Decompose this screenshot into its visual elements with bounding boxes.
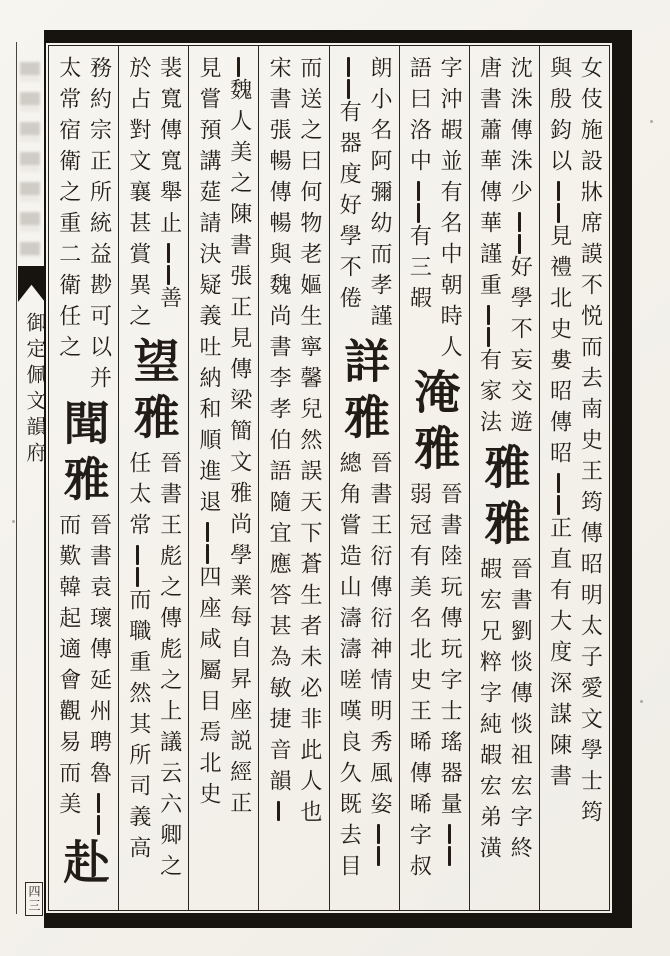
headword-placeholder-dash (487, 305, 490, 325)
spine-book-title: 御定佩文韻府 (23, 312, 47, 468)
headword-placeholder-dash (206, 522, 209, 542)
headword-placeholder-dash (136, 567, 139, 587)
quote-line-right: 魏人美之陳書張正見傳梁簡文雅尚學業每自昇座説經正 (228, 56, 251, 822)
scan-speck (12, 520, 15, 523)
headword-placeholder-dash (206, 544, 209, 564)
headword-placeholder-dash (557, 181, 560, 201)
quote-line-right: 晉書袁瓌傳延州聘魯 (87, 513, 110, 836)
text-column-5 (258, 46, 328, 910)
quote-line-left: 唐書蕭華傳華謹重有家法 (476, 56, 502, 441)
text-column-6 (188, 46, 258, 910)
headword-placeholder-dash (448, 846, 451, 866)
quote-pair (400, 482, 469, 885)
headword-placeholder-dash (487, 327, 490, 347)
entry-headword: 聞雅 (56, 399, 111, 511)
entry-headword: 淹雅 (407, 368, 462, 480)
quote-line-right: 務約宗正所統益尠可以并 (86, 56, 112, 397)
headword-placeholder-dash (167, 243, 170, 263)
headword-placeholder-dash (136, 545, 139, 565)
text-column-8 (49, 46, 118, 910)
headword-placeholder-dash (518, 234, 521, 254)
quote-line-left: 與殷鈞以見禮北史婁昭傳昭正直有大度深謀陳書 (546, 56, 572, 795)
quote-pair (119, 56, 188, 335)
quote-pair (470, 56, 539, 441)
headword-placeholder-dash (167, 265, 170, 285)
quote-pair (49, 513, 118, 836)
quote-pair (540, 56, 609, 831)
quote-line-left: 有器度好學不倦 (337, 56, 360, 335)
text-column-7 (118, 46, 188, 910)
entry-headword: 望雅 (126, 337, 181, 449)
headword-placeholder-dash (237, 57, 240, 77)
quote-line-right: 朗小名阿彌幼而孝謹 (366, 56, 392, 335)
headword-placeholder-dash (347, 57, 350, 77)
quote-line-right: 字沖嘏並有名中朝時人 (437, 56, 463, 366)
quote-line-left: 而歎韓起適會觀易而美 (55, 513, 81, 823)
quote-line-left: 太常宿衛之重二衛任之 (55, 56, 81, 366)
quote-line-left: 於占對文襄甚賞異之 (125, 56, 151, 335)
quote-line-left: 見嘗預講莚請決疑義吐納和順進退四座咸屬目焉北史 (195, 56, 221, 813)
quote-line-left: 宋書張暢傳暢與魏尚書李孝伯語隨宜應答甚為敏捷音韻 (267, 56, 290, 831)
headword-placeholder-dash (557, 495, 560, 515)
quote-pair (49, 56, 118, 397)
quote-pair (330, 451, 399, 885)
quote-line-left: 任太常而職重然其所司義高 (125, 451, 151, 867)
quote-line-right: 女伎施設牀席謨不悦而去南史王筠傳昭明太子愛文學士筠 (577, 56, 603, 831)
entry-headword: 詳雅 (337, 337, 392, 449)
headword-placeholder-dash (347, 79, 350, 99)
text-column-3 (399, 46, 469, 910)
quote-line-left: 語曰洛中有三嘏 (406, 56, 432, 317)
headword-placeholder-dash (518, 212, 521, 232)
text-column-4 (329, 46, 399, 910)
quote-line-right: 晉書陸玩傳玩字士瑤器量 (438, 482, 461, 885)
scan-speck (640, 700, 643, 703)
entry-headword: 赴 (56, 838, 111, 894)
quote-pair (259, 56, 328, 831)
headword-placeholder-dash (97, 815, 100, 835)
headword-placeholder-dash (417, 203, 420, 223)
headword-placeholder-dash (557, 473, 560, 493)
quote-pair (330, 56, 399, 335)
quote-pair (400, 56, 469, 366)
headword-placeholder-dash (377, 846, 380, 866)
headword-placeholder-dash (557, 203, 560, 223)
quote-line-right: 晉書王彪之傳彪之上議云六卿之 (156, 451, 182, 885)
quote-line-left: 弱冠有美名北史王晞傳晞字叔 (406, 482, 432, 885)
quote-line-left: 總角嘗造山濤濤嗟嘆良久既去目 (336, 451, 362, 885)
ink-bleed-ghost-text (20, 62, 40, 257)
text-column-2 (469, 46, 539, 910)
page-number-box: 四三 (25, 882, 43, 916)
quote-line-right: 裴寬傳寬舉止善 (156, 56, 182, 317)
quote-line-left: 嘏宏兄粹字純嘏宏弟潢 (476, 557, 502, 867)
quote-pair (189, 56, 258, 822)
quote-line-right: 晉書王衍傳衍神情明秀風姿 (368, 451, 391, 885)
quote-line-right: 沈洙傳洙少好學不妄交遊 (507, 56, 533, 441)
quote-line-right: 晉書劉惔傳惔祖宏字終 (507, 557, 533, 867)
entry-headword: 雅雅 (477, 443, 532, 555)
text-column-1 (539, 46, 609, 910)
headword-placeholder-dash (448, 824, 451, 844)
headword-placeholder-dash (277, 801, 280, 821)
headword-placeholder-dash (97, 793, 100, 813)
quote-pair (119, 451, 188, 885)
page-border-frame (44, 30, 632, 928)
headword-placeholder-dash (417, 181, 420, 201)
quote-pair (470, 557, 539, 867)
quote-line-right: 而送之曰何物老嫗生寧馨兒然誤天下蒼生者未必非此人也 (296, 56, 322, 831)
text-grid (48, 45, 610, 911)
scan-speck (650, 120, 653, 123)
headword-placeholder-dash (377, 824, 380, 844)
